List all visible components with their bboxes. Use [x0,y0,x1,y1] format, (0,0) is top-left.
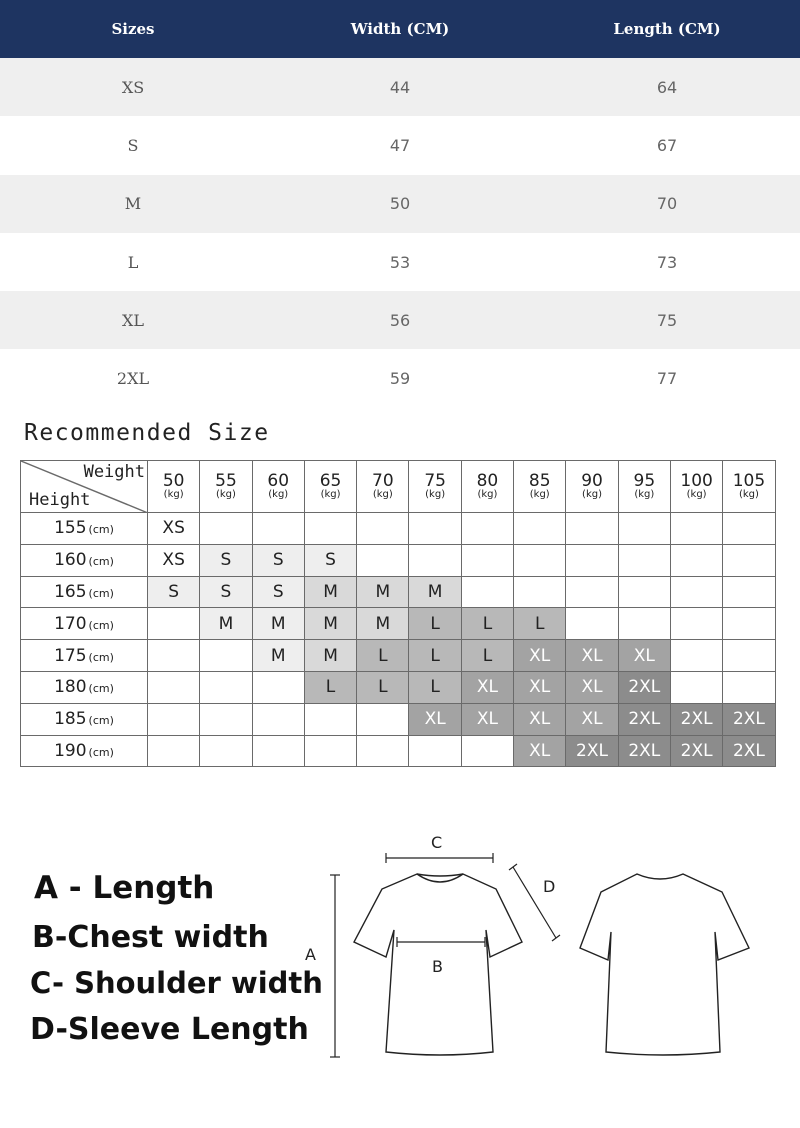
legend-shoulder-width: C- Shoulder width [30,966,323,1000]
weight-header [252,461,304,513]
weight-unit: (kg) [686,488,707,500]
height-unit: (cm) [88,745,114,759]
diagram-label-a: A [305,945,316,964]
size-recommendation-cell [200,640,252,672]
size-recommendation-cell [409,513,461,545]
size-cell: 2XL [116,369,150,389]
legend-chest-width: B-Chest width [32,920,269,955]
weight-value: 90 [581,470,603,491]
size-cell: M [124,194,142,214]
height-unit: (cm) [88,618,114,632]
size-recommendation-cell: S [200,576,252,608]
diagram-label-c: C [431,833,443,852]
size-recommendation-cell [252,513,304,545]
size-recommendation-cell [723,640,775,672]
size-chart-header [0,0,800,58]
weight-unit: (kg) [372,488,393,500]
size-recommendation-cell [566,608,618,640]
size-cell: XL [121,310,144,330]
size-recommendation-cell: XL [514,735,566,767]
size-recommendation-cell: M [409,576,461,608]
size-recommendation-cell [200,735,252,767]
size-recommendation-cell [566,544,618,576]
weight-unit: (kg) [425,488,446,500]
size-recommendation-cell: XS [148,544,200,576]
height-cell [21,640,148,672]
weight-value: 55 [215,470,237,491]
size-recommendation-cell: S [200,544,252,576]
height-value: 190 [54,740,87,761]
size-recommendation-cell [670,608,722,640]
size-recommendation-cell [357,513,409,545]
weight-header [148,461,200,513]
size-recommendation-cell: 2XL [723,735,775,767]
legend-sleeve-length: D-Sleeve Length [30,1012,309,1047]
size-recommendation-cell [148,671,200,703]
diagram-label-d: D [543,877,556,896]
weight-unit: (kg) [477,488,498,500]
size-recommendation-cell: XL [514,671,566,703]
weight-unit: (kg) [320,488,341,500]
size-recommendation-cell [461,513,513,545]
size-recommendation-cell [618,513,670,545]
weight-header [357,461,409,513]
height-cell [21,513,148,545]
weight-value: 95 [633,470,656,491]
table-corner [21,461,148,513]
height-row [21,608,776,640]
weight-unit: (kg) [215,488,236,500]
size-recommendation-cell [723,576,775,608]
size-recommendation-cell [618,608,670,640]
size-recommendation-cell: M [357,608,409,640]
height-cell [21,544,148,576]
size-recommendation-cell [566,576,618,608]
weight-header [670,461,722,513]
weight-value: 50 [162,470,185,491]
size-recommendation-cell: XS [148,513,200,545]
height-cell [21,576,148,608]
height-cell [21,703,148,735]
height-value: 175 [54,645,87,666]
length-cell: 70 [656,194,678,214]
height-cell [21,608,148,640]
size-recommendation-cell: L [357,671,409,703]
weight-value: 65 [319,470,342,491]
diagram-svg [290,820,770,1070]
corner-weight-label: Weight [83,462,145,482]
weight-unit: (kg) [634,488,655,500]
size-recommendation-cell: M [200,608,252,640]
height-value: 160 [54,550,87,571]
size-chart-body [0,58,800,408]
recommended-table-body [21,513,776,767]
size-recommendation-cell [148,608,200,640]
weight-value: 80 [476,470,499,491]
size-recommendation-cell [252,703,304,735]
size-recommendation-cell [670,671,722,703]
size-recommendation-cell: L [409,608,461,640]
size-recommendation-cell [618,576,670,608]
header-width: Width (CM) [350,20,450,38]
width-cell: 47 [389,135,411,155]
size-recommendation-cell: XL [618,640,670,672]
size-recommendation-cell [357,703,409,735]
size-recommendation-cell [514,513,566,545]
size-recommendation-cell: M [252,608,304,640]
size-recommendation-cell: XL [566,640,618,672]
height-row [21,544,776,576]
chest-arrow [397,937,485,947]
width-cell: 50 [389,194,411,214]
size-recommendation-cell: L [461,608,513,640]
size-chart-row [0,175,800,233]
height-value: 155 [54,518,87,539]
size-chart-row [0,349,800,407]
weight-header [514,461,566,513]
size-recommendation-cell: M [252,640,304,672]
size-recommendation-cell: XL [461,671,513,703]
size-recommendation-cell: S [304,544,356,576]
size-chart-row [0,58,800,116]
size-recommendation-cell: S [252,576,304,608]
legend-length: A - Length [34,870,215,906]
size-recommendation-cell [409,544,461,576]
weight-header [461,461,513,513]
size-recommendation-cell [148,735,200,767]
size-recommendation-cell: M [357,576,409,608]
size-chart-row [0,116,800,174]
height-row [21,671,776,703]
size-recommendation-cell: L [357,640,409,672]
size-recommendation-cell [723,513,775,545]
weight-header [200,461,252,513]
size-recommendation-cell [200,513,252,545]
size-recommendation-cell: M [304,640,356,672]
size-chart [0,0,800,408]
size-recommendation-cell [618,544,670,576]
size-recommendation-cell: XL [566,671,618,703]
height-unit: (cm) [88,586,114,600]
height-unit: (cm) [88,555,114,569]
height-value: 165 [54,581,87,602]
height-row [21,576,776,608]
size-chart-row [0,291,800,349]
width-cell: 53 [389,252,411,272]
height-value: 170 [54,613,87,634]
height-row [21,703,776,735]
weight-header [618,461,670,513]
length-cell: 73 [656,252,678,272]
weight-unit: (kg) [582,488,602,500]
size-recommendation-cell [252,735,304,767]
size-recommendation-cell: XL [566,703,618,735]
size-recommendation-cell: S [252,544,304,576]
length-arrow [330,875,340,1057]
size-recommendation-cell [723,671,775,703]
size-recommendation-cell [461,735,513,767]
size-recommendation-cell [723,608,775,640]
height-row [21,513,776,545]
size-recommendation-cell [252,671,304,703]
size-cell: S [127,135,139,155]
width-cell: 59 [389,369,411,389]
weight-value: 105 [732,470,766,491]
sleeve-arrow [509,864,560,941]
size-recommendation-cell: 2XL [618,735,670,767]
size-recommendation-cell [670,513,722,545]
size-recommendation-cell: L [461,640,513,672]
size-recommendation-cell [200,671,252,703]
height-row [21,735,776,767]
height-unit: (cm) [88,523,114,537]
weight-value: 70 [372,470,394,491]
weight-unit: (kg) [268,488,289,500]
weight-header [723,461,775,513]
height-cell [21,735,148,767]
size-recommendation-cell: L [304,671,356,703]
length-cell: 75 [656,310,678,330]
size-recommendation-cell [514,544,566,576]
weight-header [566,461,618,513]
size-recommendation-cell: 2XL [670,703,722,735]
height-cell [21,671,148,703]
length-cell: 67 [656,135,678,155]
size-recommendation-cell [723,544,775,576]
corner-height-label: Height [29,490,91,510]
shoulder-arrow [386,853,493,863]
size-recommendation-cell [304,513,356,545]
size-cell: L [127,252,139,272]
measurement-diagram [290,820,770,1070]
height-value: 180 [54,677,87,698]
height-row [21,640,776,672]
size-recommendation-cell [304,703,356,735]
length-cell: 77 [656,369,678,389]
size-recommendation-cell [148,703,200,735]
tshirt-back-icon [580,874,749,1055]
size-recommendation-cell [148,640,200,672]
weight-value: 75 [424,470,446,491]
size-recommendation-cell: 2XL [566,735,618,767]
size-recommendation-cell [304,735,356,767]
size-recommendation-cell: L [514,608,566,640]
length-cell: 64 [656,77,678,97]
size-chart-row [0,233,800,291]
width-cell: 44 [389,77,411,97]
weight-header-row [21,461,776,513]
size-recommendation-cell [514,576,566,608]
size-recommendation-cell: XL [514,703,566,735]
size-recommendation-cell [670,640,722,672]
recommended-title: Recommended Size [24,420,270,446]
weight-unit: (kg) [529,488,550,500]
size-recommendation-cell [461,576,513,608]
size-recommendation-cell [566,513,618,545]
size-recommendation-cell: S [148,576,200,608]
header-sizes: Sizes [111,20,155,38]
diagram-label-b: B [432,957,443,976]
size-recommendation-cell: M [304,608,356,640]
weight-value: 60 [267,470,290,491]
size-recommendation-cell: 2XL [670,735,722,767]
height-unit: (cm) [88,650,114,664]
size-recommendation-cell: XL [514,640,566,672]
size-recommendation-cell: 2XL [723,703,775,735]
size-recommendation-cell: M [304,576,356,608]
size-recommendation-cell [670,544,722,576]
size-recommendation-cell [357,544,409,576]
size-recommendation-cell: XL [461,703,513,735]
height-unit: (cm) [88,682,114,696]
weight-header [304,461,356,513]
weight-value: 85 [528,470,551,491]
header-length: Length (CM) [613,20,721,38]
size-recommendation-cell: XL [409,703,461,735]
size-recommendation-cell: L [409,671,461,703]
height-value: 185 [54,709,87,730]
size-recommendation-cell: 2XL [618,703,670,735]
weight-unit: (kg) [163,488,184,500]
weight-header [409,461,461,513]
size-recommendation-cell: L [409,640,461,672]
size-recommendation-cell: 2XL [618,671,670,703]
size-recommendation-cell [357,735,409,767]
size-recommendation-cell [461,544,513,576]
size-recommendation-cell [670,576,722,608]
size-cell: XS [121,77,145,97]
recommended-size-table [20,460,776,767]
width-cell: 56 [389,310,411,330]
height-unit: (cm) [88,714,114,728]
size-recommendation-cell [200,703,252,735]
weight-value: 100 [680,470,713,491]
size-recommendation-cell [409,735,461,767]
weight-unit: (kg) [738,488,759,500]
